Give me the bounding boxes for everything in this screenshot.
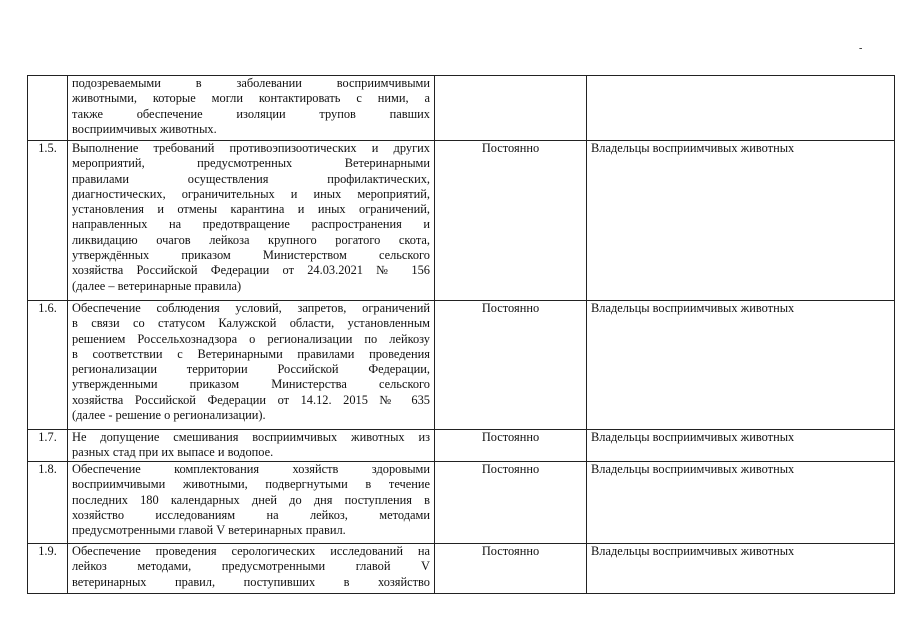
page-corner-mark: -	[859, 43, 863, 54]
description-line: восприимчивых животных.	[72, 121, 217, 136]
description-line: Обеспечение комплектования хозяйств здоровыми	[72, 462, 430, 476]
row-term: Постоянно	[435, 430, 587, 462]
row-term	[435, 76, 587, 141]
description-line: (далее – ветеринарные правила)	[72, 278, 242, 293]
description-line: регионализации территории Российской Федерации,	[72, 362, 430, 377]
description-line: направленных на предотвращение распространения и	[72, 217, 430, 232]
description-line: разных стад при их выпасе и водопое.	[72, 445, 274, 460]
description-line: Выполнение требований противоэпизоотических и других	[72, 141, 430, 155]
row-responsible	[587, 76, 895, 141]
description-line: подозреваемыми в заболевании восприимчивыми	[72, 76, 430, 90]
table-row	[28, 544, 895, 594]
row-term: Постоянно	[435, 462, 587, 544]
description-line: диагностических, ограничительных и иных мероприятий,	[72, 186, 430, 201]
row-term: Постоянно	[435, 544, 587, 594]
row-term: Постоянно	[435, 301, 587, 430]
description-line: решением Россельхознадзора о регионализации по лейкозу	[72, 331, 430, 346]
row-number: 1.9.	[28, 544, 68, 594]
description-line: мероприятий, предусмотренных Ветеринарными	[72, 156, 430, 171]
row-number: 1.8.	[28, 462, 68, 544]
description-line: последних 180 календарных дней до дня поступления в	[72, 492, 430, 507]
row-description	[68, 462, 435, 544]
description-line: хозяйства Российской Федерации от 24.03.2021 № 156	[72, 263, 430, 278]
description-line: установления и отмены карантина и иных ограничений,	[72, 202, 430, 217]
description-line: ликвидацию очагов лейкоза крупного рогатого скота,	[72, 232, 430, 247]
row-responsible: Владельцы восприимчивых животных	[587, 544, 895, 594]
description-line: правилами осуществления профилактических,	[72, 171, 430, 186]
row-number: 1.6.	[28, 301, 68, 430]
description-line: Не допущение смешивания восприимчивых животных из	[72, 430, 430, 444]
table-row	[28, 141, 895, 301]
measures-table	[27, 75, 895, 594]
description-line: животными, которые могли контактировать с ними, а	[72, 91, 430, 106]
table-row	[28, 430, 895, 462]
row-description	[68, 76, 435, 141]
row-description	[68, 141, 435, 301]
description-line: также обеспечение изоляции трупов павших	[72, 106, 430, 121]
row-number	[28, 76, 68, 141]
row-responsible: Владельцы восприимчивых животных	[587, 430, 895, 462]
description-line: хозяйства Российской Федерации от 14.12. 2015 № 635	[72, 392, 430, 407]
table-row	[28, 462, 895, 544]
row-responsible: Владельцы восприимчивых животных	[587, 462, 895, 544]
description-line: утверждённых приказом Министерством сельского	[72, 248, 430, 263]
description-line: в связи со статусом Калужской области, установленным	[72, 316, 430, 331]
description-line: хозяйство исследованиям на лейкоз, методами	[72, 507, 430, 522]
description-line: ветеринарных правил, поступивших в хозяйство	[72, 574, 430, 589]
row-number: 1.5.	[28, 141, 68, 301]
description-line: лейкоз методами, предусмотренными главой V	[72, 559, 430, 574]
row-responsible: Владельцы восприимчивых животных	[587, 301, 895, 430]
description-line: Обеспечение соблюдения условий, запретов, ограничений	[72, 301, 430, 315]
description-line: утвержденными приказом Министерства сельского	[72, 377, 430, 392]
description-line: (далее - решение о регионализации).	[72, 408, 266, 423]
row-term: Постоянно	[435, 141, 587, 301]
description-line: восприимчивыми животными, подвергнутыми в течение	[72, 477, 430, 492]
table-row	[28, 301, 895, 430]
row-description	[68, 430, 435, 462]
row-description	[68, 544, 435, 594]
row-responsible: Владельцы восприимчивых животных	[587, 141, 895, 301]
row-description	[68, 301, 435, 430]
description-line: предусмотренными главой V ветеринарных правил.	[72, 523, 346, 538]
table-row	[28, 76, 895, 141]
description-line: в соответствии с Ветеринарными правилами проведения	[72, 346, 430, 361]
row-number: 1.7.	[28, 430, 68, 462]
description-line: Обеспечение проведения серологических исследований на	[72, 544, 430, 558]
